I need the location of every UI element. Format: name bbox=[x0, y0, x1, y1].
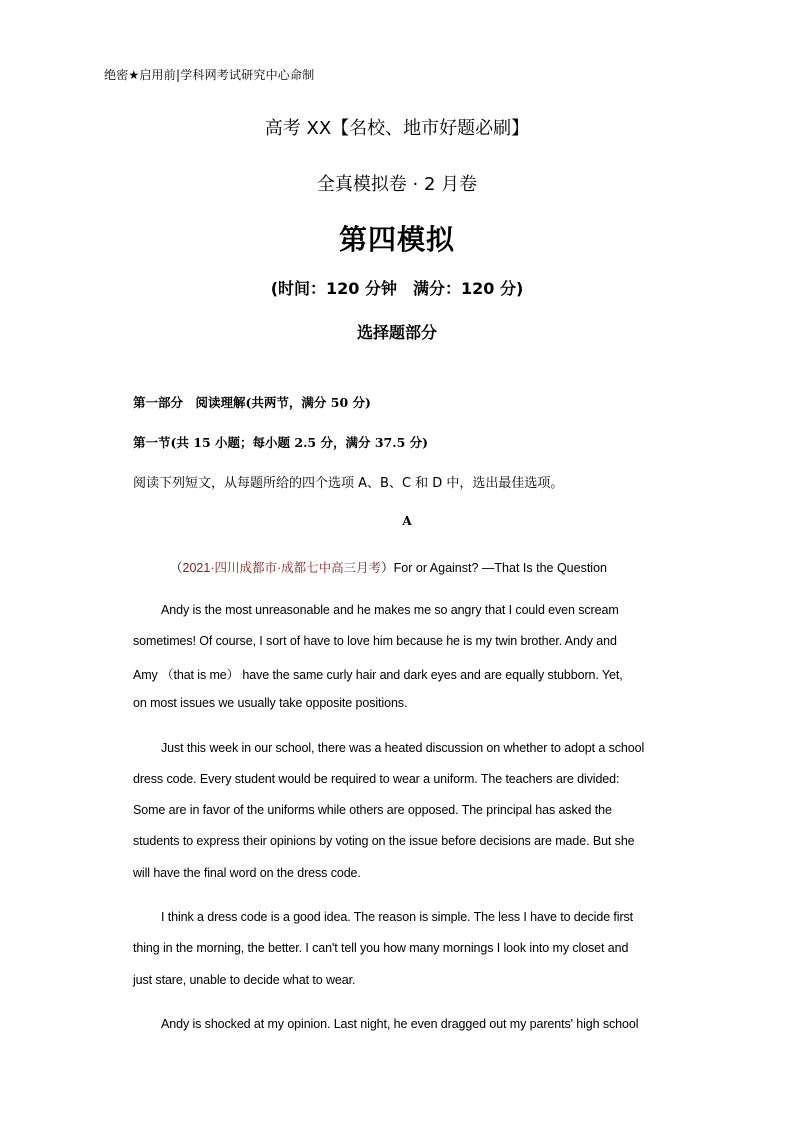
passage-line: Andy is the most unreasonable and he makes me so angry that I could even scream bbox=[161, 603, 619, 617]
source-close-paren: ） bbox=[381, 561, 394, 575]
exam-subtitle: 全真模拟卷 · 2 月卷 bbox=[316, 174, 478, 195]
passage-line: Andy is shocked at my opinion. Last night, he even dragged out my parents' high school bbox=[161, 1017, 639, 1031]
passage-line: on most issues we usually take opposite positions. bbox=[133, 696, 408, 710]
passage-title: For or Against? —That Is the Question bbox=[393, 561, 607, 575]
section-heading: 选择题部分 bbox=[356, 323, 437, 342]
passage-line: Some are in favor of the uniforms while others are opposed. The principal has asked the bbox=[133, 803, 612, 817]
source-open-paren: （ bbox=[170, 561, 183, 575]
source-tag: 2021·四川成都市·成都七中高三月考 bbox=[182, 561, 382, 575]
passage-line: I think a dress code is a good idea. The reason is simple. The less I have to decide first bbox=[161, 910, 634, 924]
passage-label: A bbox=[402, 514, 412, 528]
exam-main-title: 第四模拟 bbox=[338, 223, 455, 256]
passage-line: thing in the morning, the better. I can't tell you how many mornings I look into my closet and bbox=[133, 941, 629, 955]
reading-instruction: 阅读下列短文，从每题所给的四个选项 A、B、C 和 D 中，选出最佳选项。 bbox=[133, 476, 564, 491]
subsection-heading: 第一节(共 15 小题；每小题 2.5 分，满分 37.5 分) bbox=[133, 435, 429, 450]
series-title: 高考 XX【名校、地市好题必刷】 bbox=[264, 118, 530, 139]
passage-line: sometimes! Of course, I sort of have to love him because he is my twin brother. Andy and bbox=[133, 634, 617, 648]
passage-line: Amy （that is me） have the same curly hair and dark eyes and are equally stubborn. Yet, bbox=[133, 668, 623, 682]
time-score-info: (时间：120 分钟 满分：120 分) bbox=[270, 279, 524, 298]
confidential-header: 绝密★启用前|学科网考试研究中心命制 bbox=[104, 68, 315, 82]
passage-line: Just this week in our school, there was a heated discussion on whether to adopt a school bbox=[161, 741, 645, 755]
passage-source-line bbox=[170, 558, 607, 576]
part-heading: 第一部分 阅读理解(共两节，满分 50 分) bbox=[133, 395, 371, 410]
passage-line: will have the final word on the dress code. bbox=[133, 866, 361, 880]
passage-line: students to express their opinions by voting on the issue before decisions are made. But she bbox=[133, 834, 635, 848]
passage-line: just stare, unable to decide what to wear. bbox=[133, 973, 356, 987]
passage-line: dress code. Every student would be required to wear a uniform. The teachers are divided: bbox=[133, 772, 620, 786]
